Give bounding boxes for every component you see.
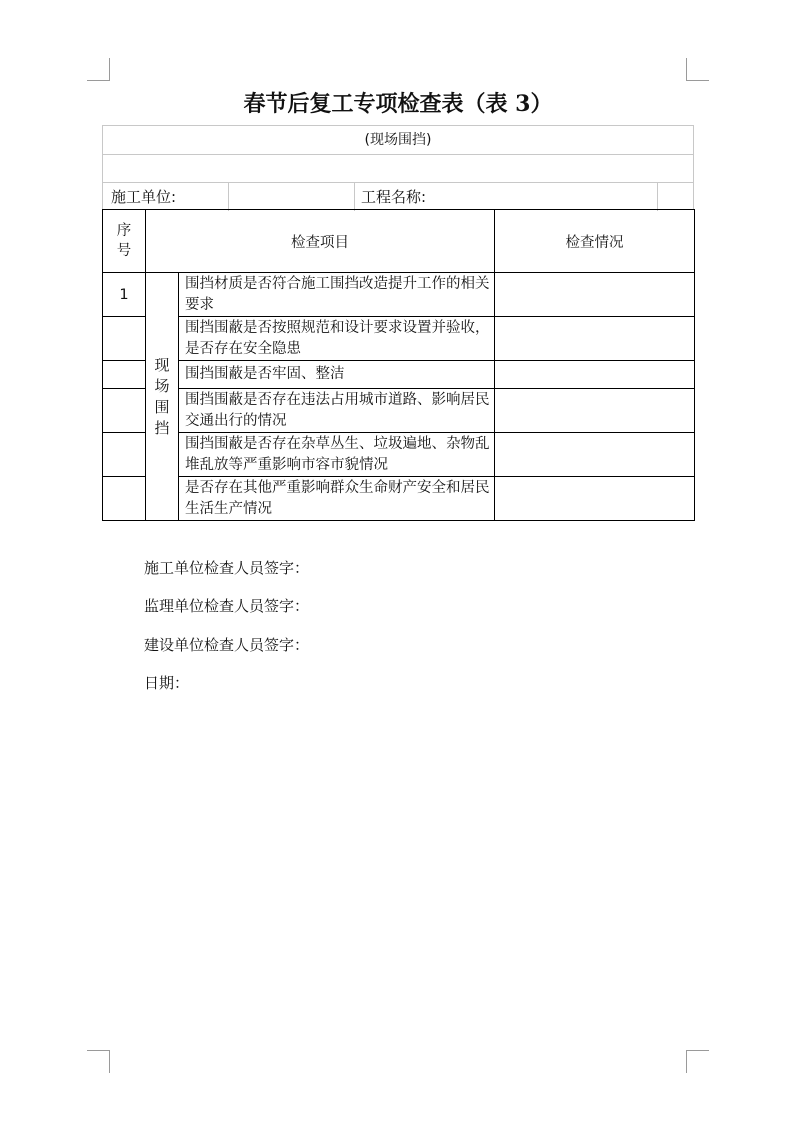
page-corner-mark-top-left — [87, 58, 110, 81]
row-item: 围挡围蔽是否存在违法占用城市道路、影响居民交通出行的情况 — [179, 389, 495, 433]
row-item: 围挡围蔽是否按照规范和设计要求设置并验收，是否存在安全隐患 — [179, 317, 495, 361]
construction-signature-label: 施工单位检查人员签字： — [144, 559, 310, 577]
row-status[interactable] — [495, 433, 695, 477]
construction-unit-label: 施工单位: — [111, 188, 177, 206]
grid-line — [228, 182, 229, 211]
row-index — [103, 317, 146, 361]
form-header-grid — [102, 125, 694, 210]
table-header-row — [103, 210, 695, 273]
table-row — [103, 477, 695, 521]
grid-line — [354, 182, 355, 211]
supervision-signature-label: 监理单位检查人员签字： — [144, 597, 310, 615]
row-index — [103, 477, 146, 521]
table-row — [103, 389, 695, 433]
table-row — [103, 433, 695, 477]
header-status: 检查情况 — [495, 210, 695, 273]
row-item: 围挡围蔽是否存在杂草丛生、垃圾遍地、杂物乱堆乱放等严重影响市容市貌情况 — [179, 433, 495, 477]
page-corner-mark-top-right — [686, 58, 709, 81]
document-title: 春节后复工专项检查表（表 3） — [243, 91, 553, 117]
document-subtitle: (现场围挡) — [364, 132, 432, 148]
row-status[interactable] — [495, 317, 695, 361]
inspection-table — [102, 209, 695, 521]
row-status[interactable] — [495, 477, 695, 521]
project-name-field[interactable] — [443, 183, 655, 211]
grid-line — [657, 182, 658, 211]
table-row — [103, 361, 695, 389]
row-index — [103, 433, 146, 477]
table-row — [103, 317, 695, 361]
owner-signature-label: 建设单位检查人员签字： — [144, 636, 310, 654]
row-index — [103, 361, 146, 389]
row-status[interactable] — [495, 361, 695, 389]
row-index — [103, 389, 146, 433]
row-index: 1 — [103, 273, 146, 317]
row-status[interactable] — [495, 273, 695, 317]
project-name-label: 工程名称: — [361, 188, 427, 206]
category-cell: 现场围挡 — [146, 273, 179, 521]
row-status[interactable] — [495, 389, 695, 433]
table-row — [103, 273, 695, 317]
row-item: 围挡围蔽是否牢固、整洁 — [179, 361, 495, 389]
date-label: 日期： — [144, 674, 190, 692]
page-corner-mark-bottom-right — [686, 1050, 709, 1073]
grid-line — [103, 154, 693, 155]
header-index: 序号 — [103, 210, 146, 273]
row-item: 是否存在其他严重影响群众生命财产安全和居民生活生产情况 — [179, 477, 495, 521]
construction-unit-field[interactable] — [231, 183, 353, 211]
header-item: 检查项目 — [146, 210, 495, 273]
page-corner-mark-bottom-left — [87, 1050, 110, 1073]
row-item: 围挡材质是否符合施工围挡改造提升工作的相关要求 — [179, 273, 495, 317]
